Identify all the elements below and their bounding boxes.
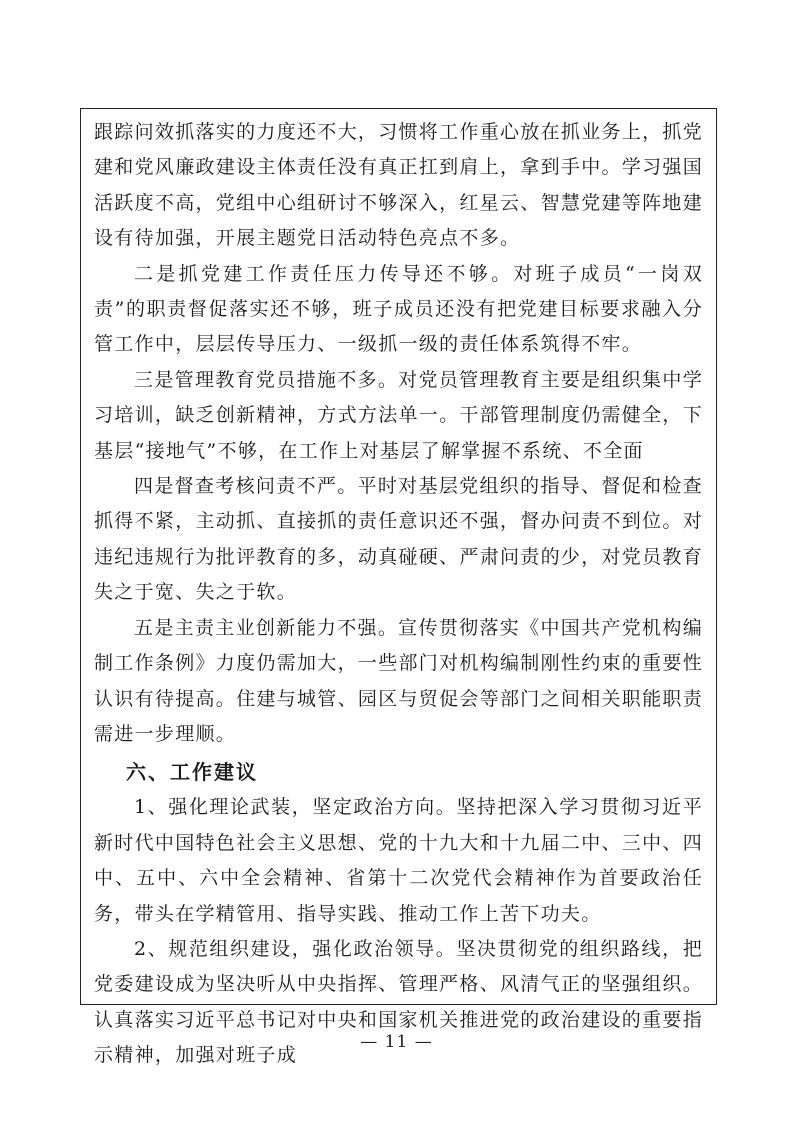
paragraph-item-3: 三是管理教育党员措施不多。对党员管理教育主要是组织集中学习培训，缺乏创新精神，方式方法单一。干部管理制度仍需健全，下基层“接地气”不够，在工作上对基层了解掌握不系统、不全面 [94, 368, 704, 462]
paragraph-item-5: 五是主责主业创新能力不强。宣传贯彻落实《中国共产党机构编制工作条例》力度仍需加大，一些部门对机构编制刚性约束的重要性认识有待提高。住建与城管、园区与贸促会等部门之间相关职能职责需进一步理顺。 [94, 616, 704, 745]
paragraph-item-4: 四是督查考核问责不严。平时对基层党组织的指导、督促和检查抓得不紧，主动抓、直接抓的责任意识还不强，督办问责不到位。对违纪违规行为批评教育的多，动真碰硬、严肃问责的少，对党员教育失之于宽、失之于软。 [94, 475, 704, 604]
paragraph-continuation: 跟踪问效抓落实的力度还不大，习惯将工作重心放在抓业务上，抓党建和党风廉政建设主体责任没有真正扛到肩上，拿到手中。学习强国活跃度不高，党组中心组研讨不够深入，红星云、智慧党建等阵地建设有待加强，开展主题党日活动特色亮点不多。 [94, 121, 704, 250]
suggestion-item-2: 2、规范组织建设，强化政治领导。坚决贯彻党的组织路线，把党委建设成为坚决听从中央指挥、管理严格、风清气正的坚强组织。认真落实习近平总书记对中央和国家机关推进党的政治建设的重要指示精神，加强对班子成 [94, 937, 704, 1067]
suggestion-item-1: 1、强化理论武装，坚定政治方向。坚持把深入学习贯彻习近平新时代中国特色社会主义思想、党的十九大和十九届二中、三中、四中、五中、六中全会精神、省第十二次党代会精神作为首要政治任务，带头在学精管用、指导实践、推动工作上苦下功夫。 [94, 796, 704, 925]
paragraph-item-2: 二是抓党建工作责任压力传导还不够。对班子成员“一岗双责”的职责督促落实还不够，班子成员还没有把党建目标要求融入分管工作中，层层传导压力、一级抓一级的责任体系筑得不牢。 [94, 262, 703, 356]
page-number: — 11 — [360, 1032, 433, 1052]
section-heading: 六、工作建议 [126, 760, 258, 785]
